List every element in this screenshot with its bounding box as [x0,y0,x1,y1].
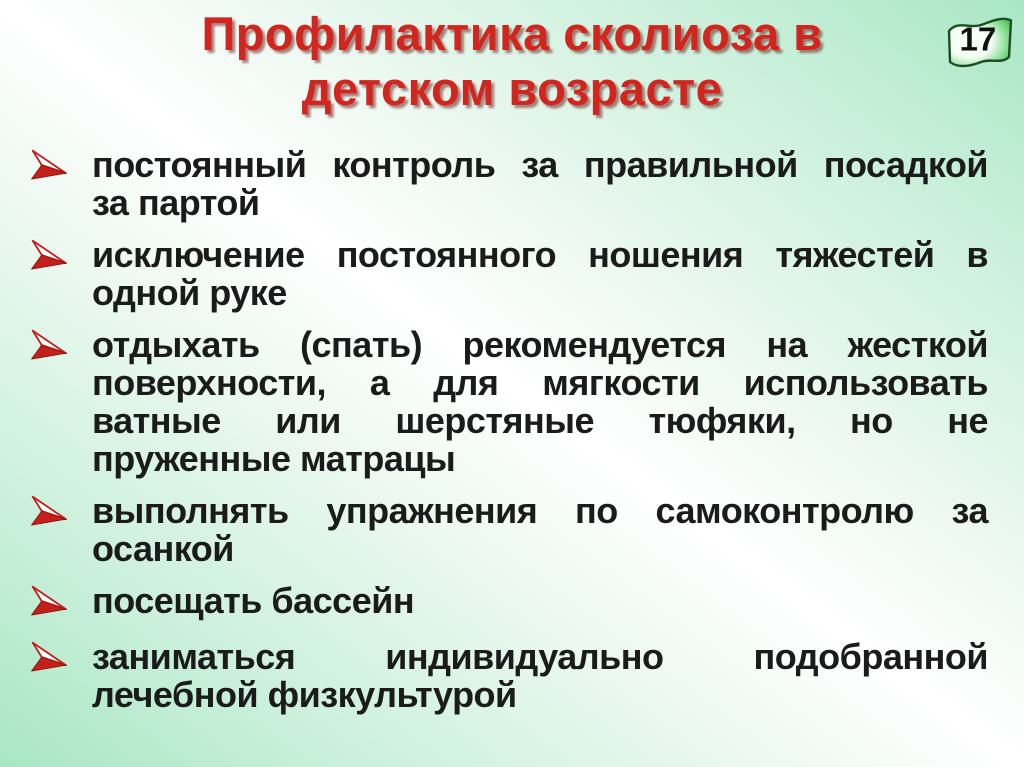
bullet-line: за партой [92,182,260,223]
bullet-line: выполнять упражнения по самоконтролю за [92,490,988,531]
slide-title [0,6,1024,116]
bullet-text [92,146,988,222]
arrow-bullet-icon [28,492,92,534]
list-item [28,236,988,312]
page-number: 17 [959,20,997,58]
bullet-line: постоянный контроль за правильной посадкой [92,144,988,185]
bullet-text [92,326,988,478]
list-item [28,582,988,624]
list-item [28,146,988,222]
bullet-text [92,582,988,620]
bullet-line: посещать бассейн [92,580,415,621]
bullet-line: ватные или шерстяные тюфяки, но не [92,400,988,441]
bullet-list [28,146,988,728]
list-item [28,638,988,714]
arrow-bullet-icon [28,146,92,188]
arrow-bullet-icon [28,582,92,624]
bullet-line: одной руке [92,272,287,313]
bullet-line: отдыхать (спать) рекомендуется на жесткой [92,324,988,365]
bullet-line: лечебной физкультурой [92,674,517,715]
bullet-line: поверхности, а для мягкости использовать [92,362,988,403]
bullet-text [92,638,988,714]
bullet-line: пруженные матрацы [92,438,456,479]
list-item [28,326,988,478]
bullet-text [92,236,988,312]
bullet-line: исключение постоянного ношения тяжестей в [92,234,988,275]
bullet-text [92,492,988,568]
title-line-2: детском возрасте [301,62,723,115]
list-item [28,492,988,568]
bullet-line: заниматься индивидуально подобранной [92,636,988,677]
arrow-bullet-icon [28,638,92,680]
bullet-line: осанкой [92,528,234,569]
arrow-bullet-icon [28,326,92,368]
arrow-bullet-icon [28,236,92,278]
title-line-1: Профилактика сколиоза в [201,7,823,60]
